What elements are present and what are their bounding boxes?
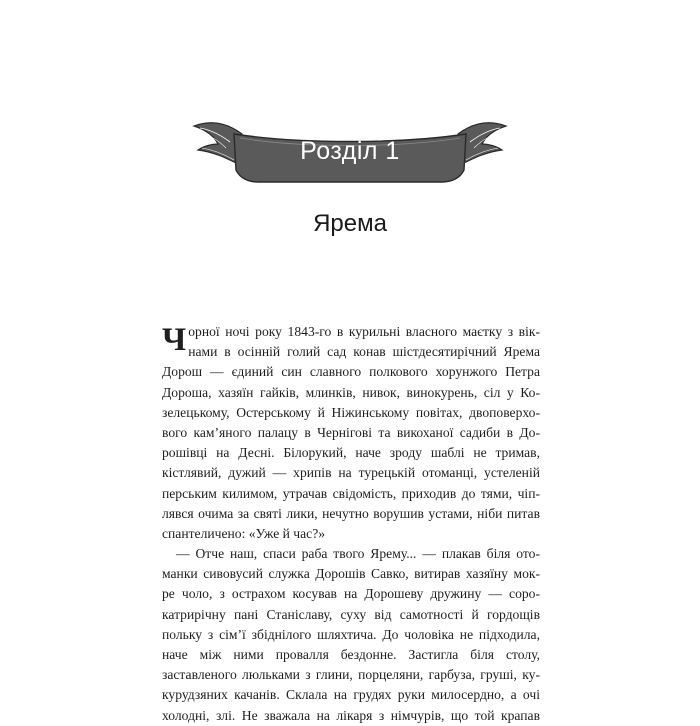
chapter-title: Ярема (313, 210, 387, 237)
text-line: манки сивовусий служка Дорошів Савко, витирав хазяїну мок- (162, 566, 540, 582)
text-line: вого кам’яного палацу в Чернігові та викоханої садиби в До- (162, 424, 540, 440)
text-line: катрирічну пані Станіславу, суху від самотності й гордощів (162, 606, 540, 622)
text-line: Дорош — єдиний син славного полкового хорунжого Петра (162, 364, 540, 380)
text-line: нами в осінній голий сад конав шістдесятирічний Ярема (188, 344, 540, 360)
text-line: спантеличено: «Уже й час?» (162, 525, 326, 541)
text-line: Дороша, хазяїн гайків, млинків, нивок, винокурень, сіл у Ко- (162, 384, 540, 400)
text-line: польку з сім’ї збіднілого шляхтича. До чоловіка не підходила, (162, 626, 540, 642)
text-line: перським килимом, утрачав свідомість, приходив до тями, чіп- (162, 485, 540, 501)
text-line: орної ночі року 1843-го в курильні власного маєтку з вік- (188, 324, 540, 339)
text-line: — Отче наш, спаси раба твого Ярему... — плакав біля ото- (176, 546, 540, 562)
text-line: рошівці на Десні. Білорукий, наче зроду шаблі не тримав, (162, 445, 540, 461)
drop-cap: Ч (162, 322, 187, 358)
text-line: лявся очима за святі лики, нечутно ворушив устами, ніби питав (162, 505, 540, 521)
chapter-label: Розділ 1 (300, 136, 400, 165)
text-line: зелецькому, Остерському й Ніжинському повітах, двоповерхо- (162, 404, 540, 420)
text-line: кістлявий, дужий — хрипів на турецькій отоманці, устеленій (162, 465, 540, 481)
text-line: курудзяних качанів. Склала на грудях руки милосердно, а очі (162, 687, 540, 703)
text-line: заставленого люльками з глини, порцеляни, гарбуза, груші, ку- (162, 667, 540, 683)
text-line: ре чоло, з острахом косував на Дорошеву дружину — соро- (162, 586, 540, 602)
text-line: холодні, злі. Не зважала на лікаря з німчурів, що той крапав (162, 707, 540, 723)
chapter-body (162, 322, 540, 726)
text-line: наче між ними провалля бездонне. Застигла біля столу, (162, 647, 540, 662)
chapter-banner (190, 108, 510, 190)
